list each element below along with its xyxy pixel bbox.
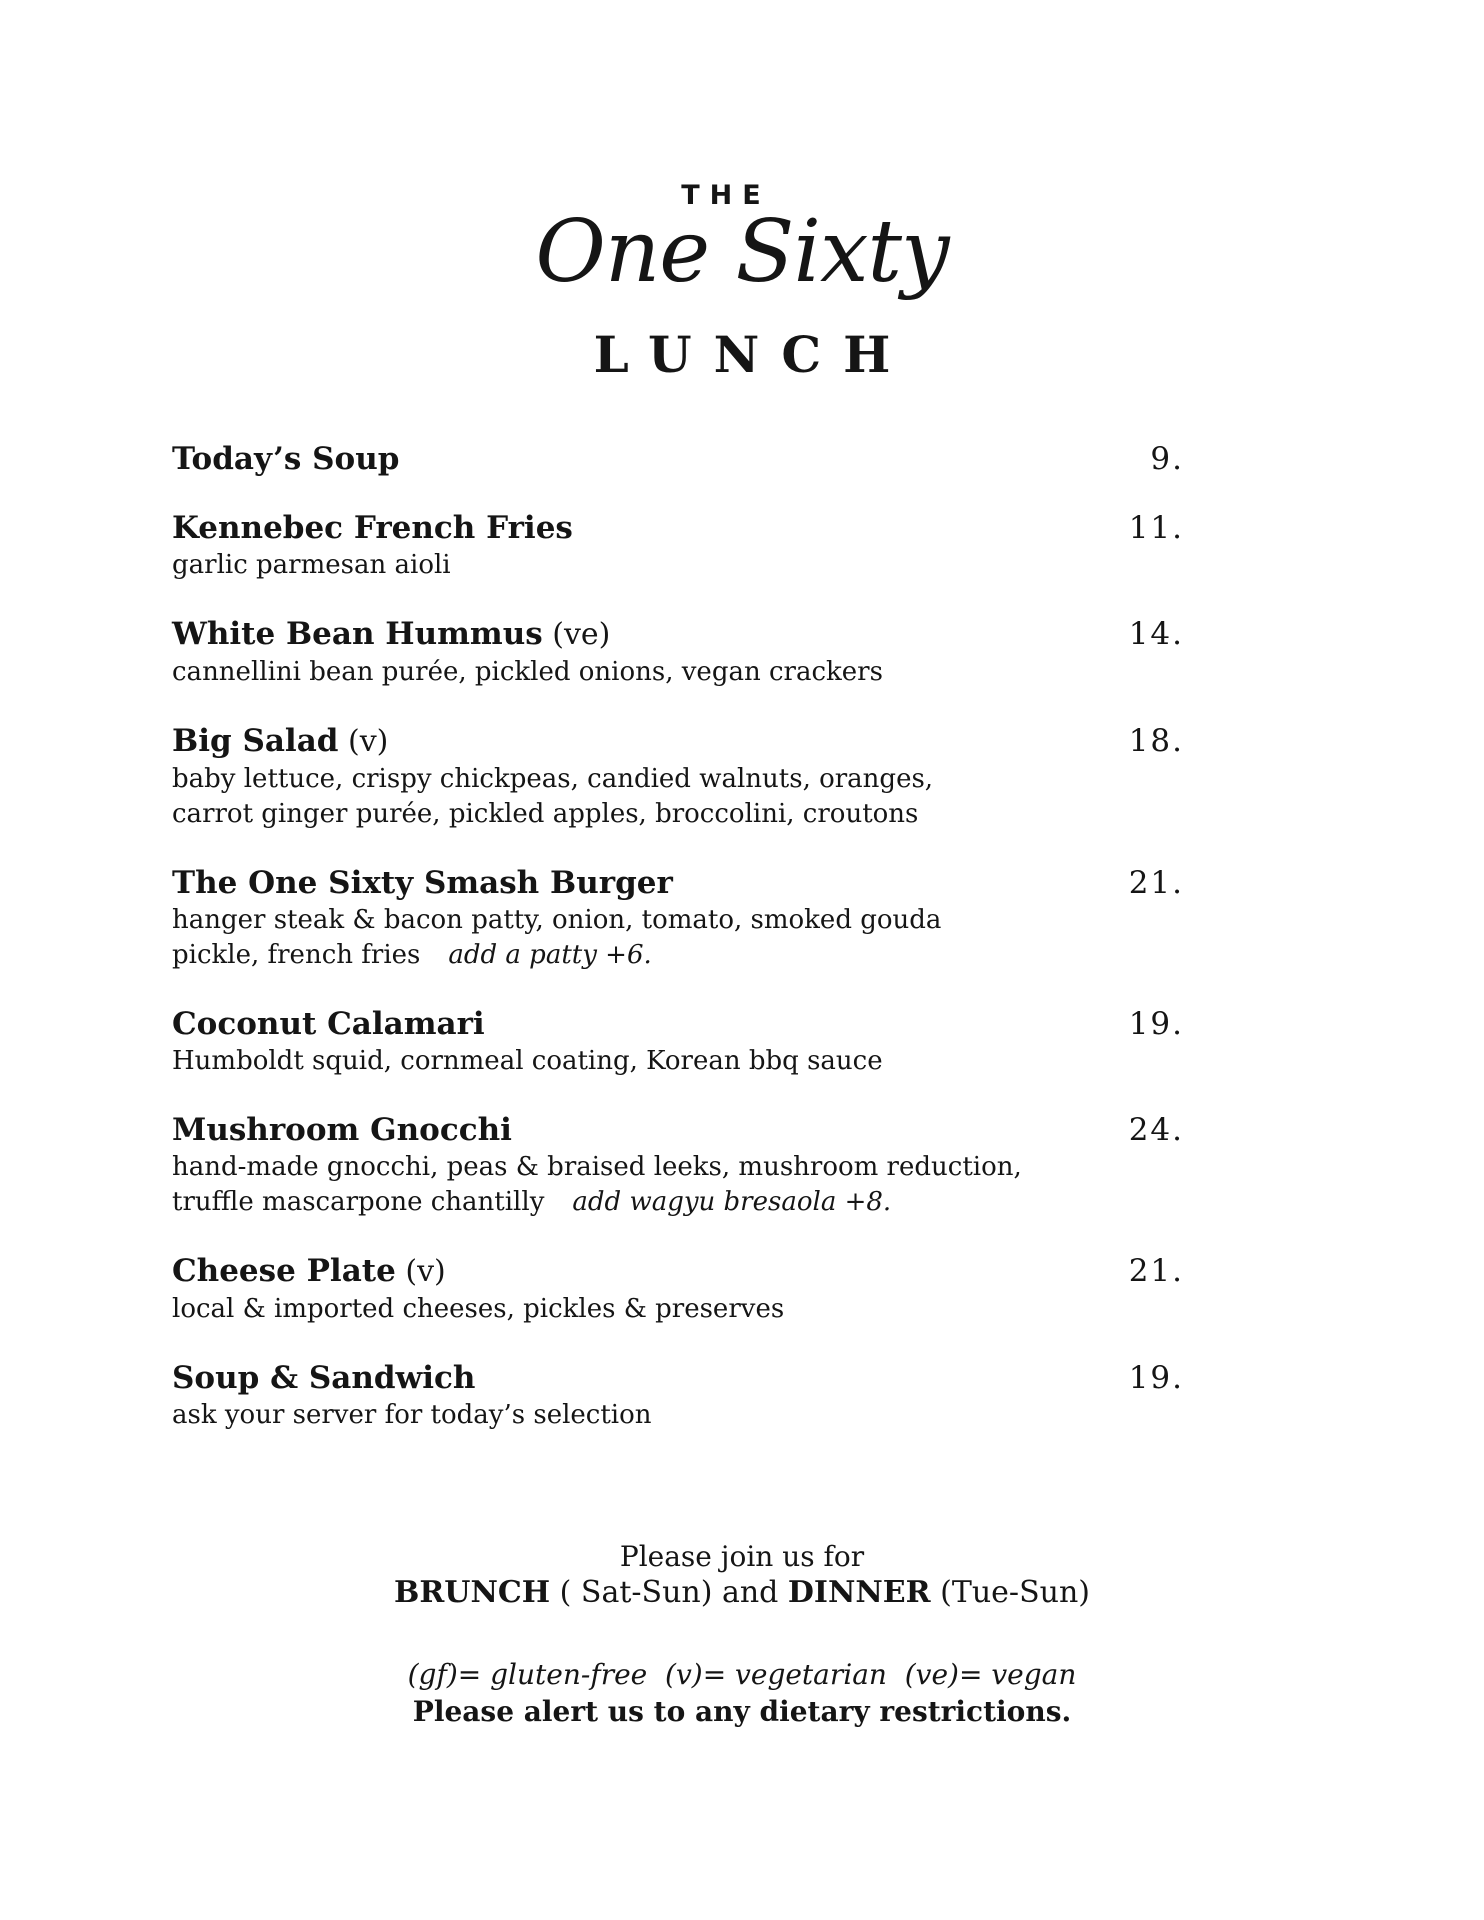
description-line: cannellini bean purée, pickled onions, vegan crackers xyxy=(172,657,883,687)
item-name-text: Big Salad xyxy=(172,723,339,759)
footer xyxy=(0,1540,1484,1730)
item-header-row xyxy=(172,1006,1184,1042)
item-name xyxy=(172,1006,485,1042)
description-line: Humboldt squid, cornmeal coating, Korean bbq sauce xyxy=(172,1046,883,1076)
item-price: 19. xyxy=(1128,1006,1184,1042)
item-header-row xyxy=(172,865,1184,901)
menu-item xyxy=(172,1253,1184,1327)
brunch-days: ( Sat-Sun) and xyxy=(550,1575,788,1610)
item-price: 14. xyxy=(1128,616,1184,652)
menu-item xyxy=(172,510,1184,583)
description-line: pickle, french fries add a patty +6. xyxy=(172,940,652,970)
item-description xyxy=(172,1398,1184,1433)
menu-item xyxy=(172,1360,1184,1433)
item-header-row xyxy=(172,510,1184,546)
item-description xyxy=(172,548,1184,583)
menu-item xyxy=(172,1112,1184,1220)
menu-item xyxy=(172,865,1184,973)
item-header-row xyxy=(172,1360,1184,1396)
item-diet-tag: (ve) xyxy=(542,617,611,652)
diet-legend: (gf)= gluten-free (v)= vegetarian (ve)= vegan xyxy=(407,1658,1077,1691)
item-description xyxy=(172,1292,1184,1327)
logo-the-text: THE xyxy=(681,180,771,211)
item-description xyxy=(172,762,1184,832)
item-description xyxy=(172,1044,1184,1079)
description-line: ask your server for today’s selection xyxy=(172,1400,652,1430)
item-header-row xyxy=(172,616,1184,653)
item-name xyxy=(172,723,388,760)
item-price: 9. xyxy=(1150,441,1184,477)
description-line: hanger steak & bacon patty, onion, tomato, smoked gouda xyxy=(172,905,942,935)
restaurant-logo: One Sixty xyxy=(535,202,949,302)
item-header-row xyxy=(172,441,1184,477)
description-line: garlic parmesan aioli xyxy=(172,550,451,580)
description-line: baby lettuce, crispy chickpeas, candied walnuts, oranges, xyxy=(172,764,934,794)
description-line: hand-made gnocchi, peas & braised leeks, mushroom reduction, xyxy=(172,1152,1022,1182)
item-name-text: White Bean Hummus xyxy=(172,616,543,652)
item-price: 21. xyxy=(1128,865,1184,901)
addon-note: add wagyu bresaola +8. xyxy=(572,1187,892,1217)
item-name xyxy=(172,1253,446,1290)
item-price: 21. xyxy=(1128,1253,1184,1289)
page-title: LUNCH xyxy=(593,325,913,384)
item-description xyxy=(172,1150,1184,1220)
item-name-text: Cheese Plate xyxy=(172,1253,396,1289)
item-price: 18. xyxy=(1128,723,1184,759)
item-name xyxy=(172,441,399,477)
menu-item xyxy=(172,616,1184,690)
item-name-text: The One Sixty Smash Burger xyxy=(172,865,673,901)
item-name xyxy=(172,510,573,546)
item-name xyxy=(172,1112,512,1148)
item-description xyxy=(172,903,1184,973)
item-price: 19. xyxy=(1128,1360,1184,1396)
item-diet-tag: (v) xyxy=(395,1254,446,1289)
item-name xyxy=(172,865,673,901)
menu-item xyxy=(172,723,1184,832)
item-price: 11. xyxy=(1128,510,1184,546)
item-name-text: Mushroom Gnocchi xyxy=(172,1112,512,1148)
footer-join-line: Please join us for xyxy=(619,1540,865,1573)
item-name xyxy=(172,616,610,653)
item-name-text: Kennebec French Fries xyxy=(172,510,573,546)
menu-item xyxy=(172,1006,1184,1079)
description-line: carrot ginger purée, pickled apples, broccolini, croutons xyxy=(172,799,919,829)
item-name-text: Coconut Calamari xyxy=(172,1006,485,1042)
dinner-days: (Tue-Sun) xyxy=(930,1575,1090,1610)
menu-item xyxy=(172,441,1184,477)
description-line: local & imported cheeses, pickles & preserves xyxy=(172,1294,785,1324)
item-name xyxy=(172,1360,475,1396)
dietary-notice: Please alert us to any dietary restrictions. xyxy=(412,1695,1072,1728)
footer-service-line xyxy=(0,1574,1484,1612)
dinner-label: DINNER xyxy=(787,1575,931,1610)
item-diet-tag: (v) xyxy=(338,724,389,759)
item-description xyxy=(172,655,1184,690)
brunch-label: BRUNCH xyxy=(394,1575,551,1610)
menu-list xyxy=(172,441,1184,1466)
addon-note: add a patty +6. xyxy=(448,940,652,970)
item-header-row xyxy=(172,1253,1184,1290)
item-price: 24. xyxy=(1128,1112,1184,1148)
item-name-text: Today’s Soup xyxy=(172,441,400,477)
description-line: truffle mascarpone chantilly add wagyu bresaola +8. xyxy=(172,1187,892,1217)
item-header-row xyxy=(172,723,1184,760)
item-name-text: Soup & Sandwich xyxy=(172,1360,476,1396)
item-header-row xyxy=(172,1112,1184,1148)
